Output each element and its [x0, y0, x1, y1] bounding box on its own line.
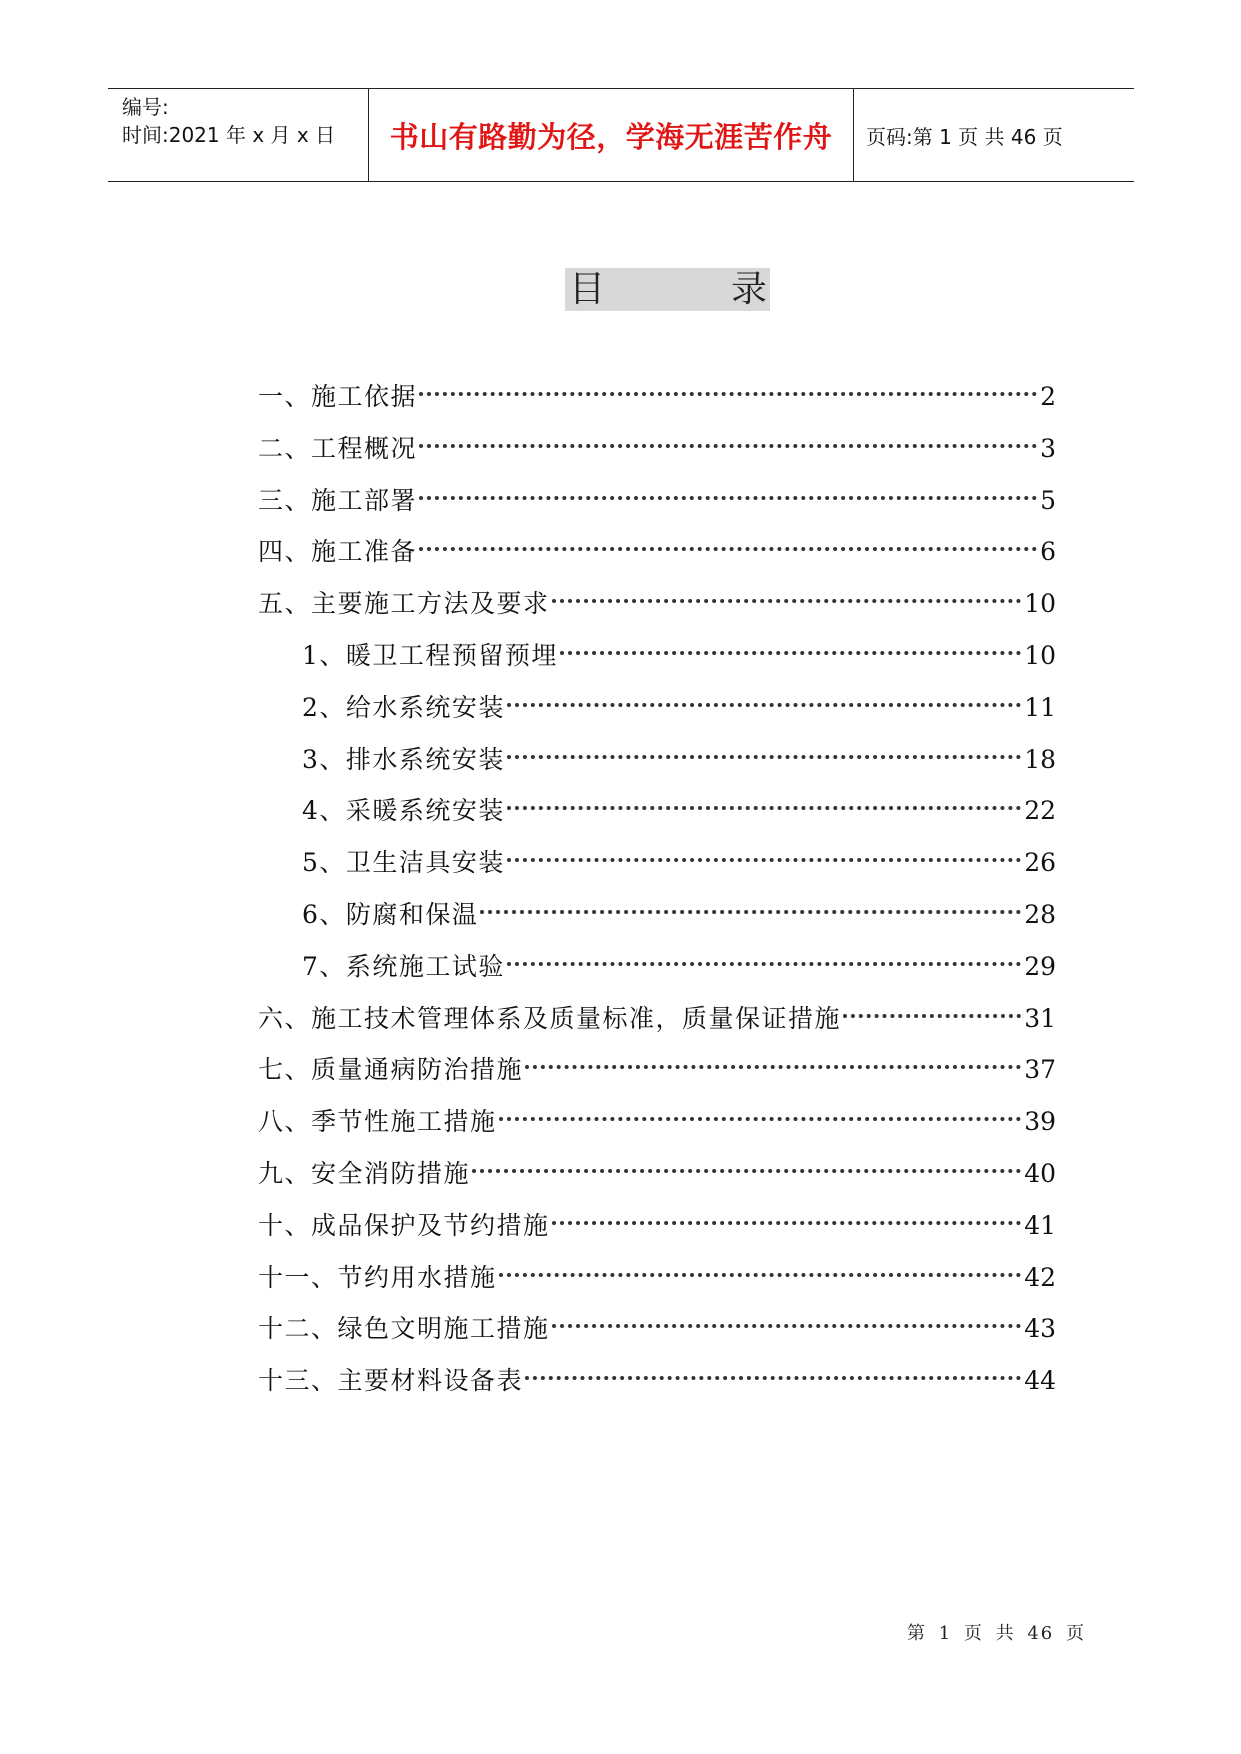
toc-entry-page: 39	[1024, 1107, 1056, 1137]
toc-entry[interactable]	[258, 1200, 1056, 1252]
toc-leader-dots	[499, 1273, 1022, 1277]
toc-title	[565, 268, 770, 311]
toc-entry-page: 18	[1024, 744, 1056, 774]
toc-entry-page: 42	[1024, 1262, 1056, 1292]
toc-entry-label: 九、安全消防措施	[258, 1158, 471, 1188]
toc-entry-label: 6、防腐和保温	[302, 899, 479, 929]
toc-entry-label: 十、成品保护及节约措施	[258, 1210, 550, 1240]
toc-entry-page: 43	[1024, 1314, 1056, 1344]
toc-entry-page: 41	[1024, 1210, 1056, 1240]
toc-entry[interactable]	[258, 837, 1056, 889]
toc-leader-dots	[843, 1014, 1021, 1018]
toc-entry-page: 5	[1040, 485, 1056, 515]
toc-entry[interactable]	[258, 630, 1056, 682]
toc-entry-label: 二、工程概况	[258, 433, 418, 463]
toc-entry-page: 40	[1024, 1158, 1056, 1188]
toc-leader-dots	[419, 496, 1037, 500]
toc-entry-label: 六、施工技术管理体系及质量标准，质量保证措施	[258, 1003, 842, 1033]
toc-leader-dots	[552, 599, 1022, 603]
toc-entry-label: 十一、节约用水措施	[258, 1262, 497, 1292]
header-page-info: 页码:第 1 页 共 46 页	[866, 124, 1063, 149]
toc-entry-label: 2、给水系统安装	[302, 692, 505, 722]
toc-entry-page: 10	[1024, 640, 1056, 670]
toc-entry-page: 44	[1024, 1366, 1056, 1396]
toc-leader-dots	[507, 755, 1021, 759]
toc-entry-label: 7、系统施工试验	[302, 951, 505, 981]
toc-entry-label: 三、施工部署	[258, 485, 418, 515]
toc-entry-page: 28	[1024, 899, 1056, 929]
toc-entry[interactable]	[258, 526, 1056, 578]
document-header	[108, 88, 1134, 182]
toc-entry-page: 31	[1024, 1003, 1056, 1033]
toc-title-right: 录	[730, 269, 767, 310]
toc-entry-label: 5、卫生洁具安装	[302, 848, 505, 878]
page-footer: 第 1 页 共 46 页	[907, 1623, 1086, 1644]
toc-entry-page: 29	[1024, 951, 1056, 981]
header-meta	[108, 89, 369, 181]
toc-entry[interactable]	[258, 1044, 1056, 1096]
toc-entry[interactable]	[258, 889, 1056, 941]
toc-leader-dots	[507, 962, 1021, 966]
toc-entry[interactable]	[258, 1355, 1056, 1407]
toc-entry[interactable]	[258, 993, 1056, 1045]
toc-entry-page: 2	[1040, 382, 1056, 411]
toc-entry-page: 6	[1040, 537, 1056, 567]
toc-entry[interactable]	[258, 682, 1056, 734]
table-of-contents	[258, 371, 1056, 1407]
toc-entry-page: 3	[1040, 433, 1056, 463]
toc-entry[interactable]	[258, 423, 1056, 475]
toc-entry-page: 10	[1024, 589, 1056, 619]
toc-leader-dots	[525, 1376, 1021, 1380]
toc-entry-page: 26	[1024, 848, 1056, 878]
toc-leader-dots	[480, 910, 1021, 914]
toc-leader-dots	[472, 1169, 1021, 1173]
toc-entry-label: 七、质量通病防治措施	[258, 1055, 524, 1085]
toc-leader-dots	[507, 703, 1021, 707]
toc-leader-dots	[552, 1221, 1022, 1225]
toc-entry-label: 4、采暖系统安装	[302, 796, 505, 826]
time-label: 时间:2021 年 x 月 x 日	[122, 123, 336, 147]
toc-leader-dots	[499, 1117, 1022, 1121]
toc-leader-dots	[507, 858, 1021, 862]
toc-entry[interactable]	[258, 941, 1056, 993]
toc-leader-dots	[552, 1324, 1022, 1328]
number-label: 编号:	[122, 95, 169, 119]
toc-leader-dots	[419, 444, 1037, 448]
toc-entry-label: 3、排水系统安装	[302, 744, 505, 774]
toc-entry[interactable]	[258, 1096, 1056, 1148]
toc-entry[interactable]	[258, 785, 1056, 837]
header-motto: 书山有路勤为径，学海无涯苦作舟	[369, 89, 854, 181]
toc-entry-label: 1、暖卫工程预留预埋	[302, 640, 558, 670]
toc-leader-dots	[525, 1065, 1021, 1069]
toc-leader-dots	[419, 547, 1037, 551]
toc-entry[interactable]	[258, 371, 1056, 423]
toc-entry[interactable]	[258, 475, 1056, 527]
toc-entry[interactable]	[258, 578, 1056, 630]
toc-entry-label: 四、施工准备	[258, 537, 418, 567]
toc-entry-label: 五、主要施工方法及要求	[258, 589, 550, 619]
toc-entry-label: 十三、主要材料设备表	[258, 1366, 524, 1396]
toc-leader-dots	[507, 806, 1021, 810]
toc-entry-page: 11	[1024, 692, 1056, 722]
toc-entry[interactable]	[258, 1252, 1056, 1304]
toc-entry-label: 十二、绿色文明施工措施	[258, 1314, 550, 1344]
toc-entry-label: 八、季节性施工措施	[258, 1107, 497, 1137]
toc-entry[interactable]	[258, 734, 1056, 786]
toc-entry-label: 一、施工依据	[258, 382, 418, 411]
toc-entry-page: 37	[1024, 1055, 1056, 1085]
toc-leader-dots	[560, 651, 1021, 655]
toc-entry-page: 22	[1024, 796, 1056, 826]
toc-entry[interactable]	[258, 1148, 1056, 1200]
toc-leader-dots	[419, 392, 1037, 396]
toc-title-left: 目	[569, 269, 606, 310]
toc-entry[interactable]	[258, 1303, 1056, 1355]
